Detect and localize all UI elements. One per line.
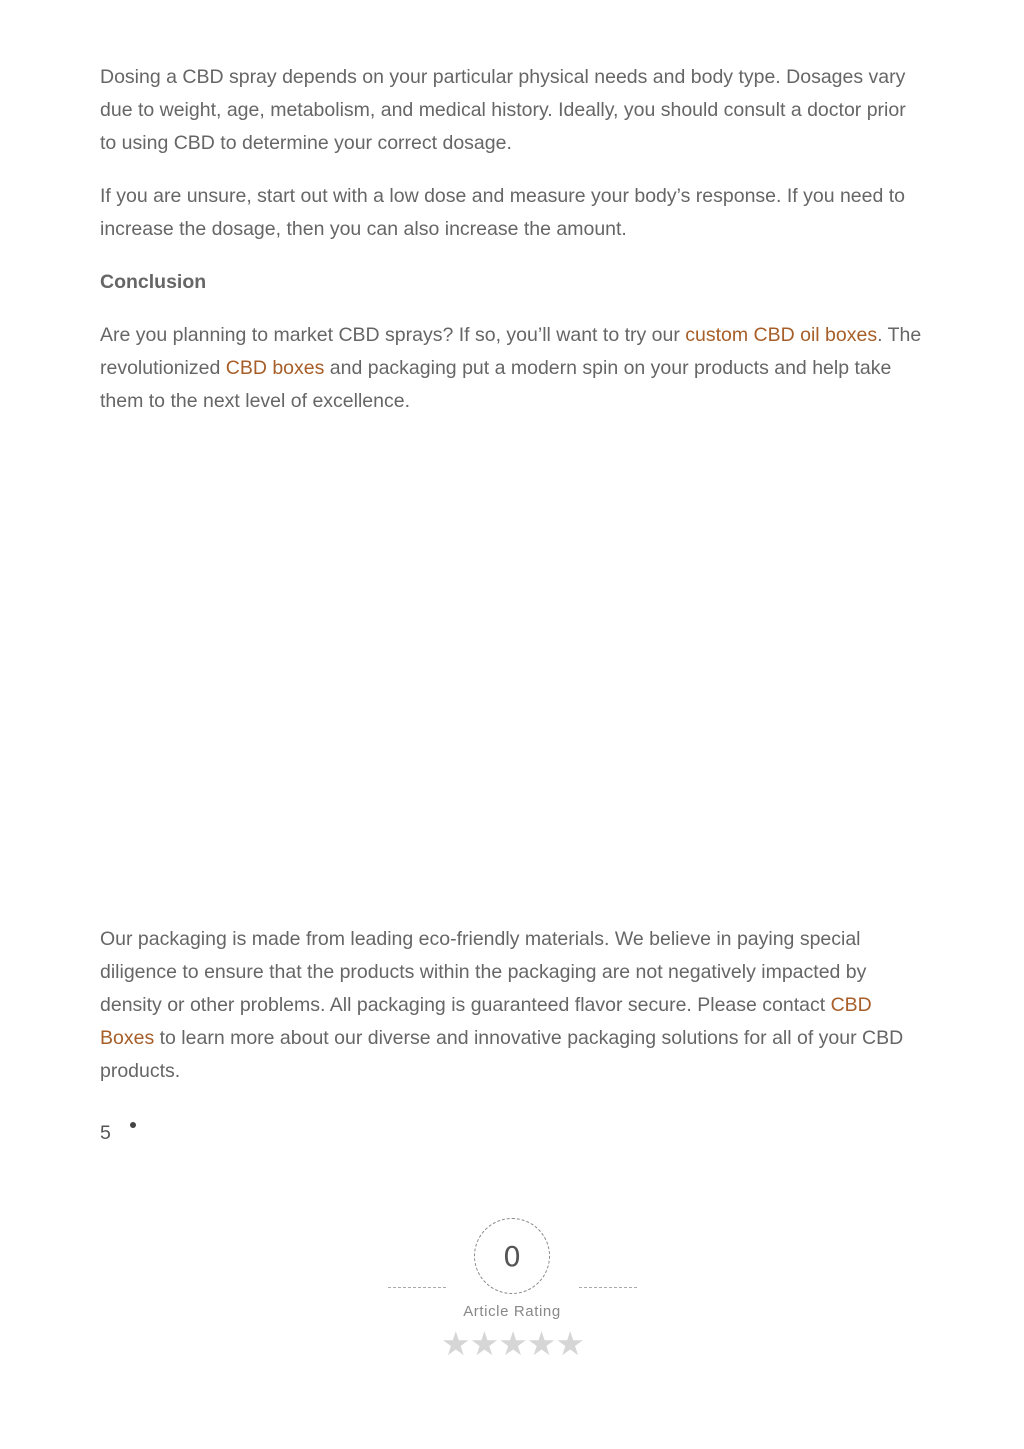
article-body-bottom [100,923,924,1088]
article-body-top [100,61,924,418]
section-heading-conclusion: Conclusion [100,271,207,293]
text-segment: Are you planning to market CBD sprays? If so, you’ll want to try our [100,324,686,346]
paragraph-packaging [100,923,924,1088]
rating-label: Article Rating [463,1303,561,1320]
article-rating-widget [384,1218,640,1368]
text-segment: and packaging put a modern spin on your products and help take them to the next level of excellence. [100,357,892,412]
star-icon[interactable]: ★ [555,1324,585,1363]
divider-left [388,1287,446,1288]
text-segment: to learn more about our diverse and innovative packaging solutions for all of your CBD products. [100,1027,904,1082]
star-icon[interactable]: ★ [441,1324,471,1363]
divider-right [579,1287,637,1288]
rating-value: 0 [503,1239,521,1273]
text-segment: Our packaging is made from leading eco-friendly materials. We believe in paying special diligence to ensure that the products within the packaging are not negatively impacted by density or other problems. All packaging is guaranteed flavor secure. Please contact [100,928,867,1016]
text-segment: . The revolutionized [100,324,922,379]
paragraph-unsure: If you are unsure, start out with a low dose and measure your body’s response. If you need to increase the dosage, then you can also increase the amount. [100,185,906,240]
rating-value-circle [474,1218,550,1294]
link-custom-cbd-oil-boxes[interactable]: custom CBD oil boxes [685,324,878,346]
star-rating-input[interactable] [440,1326,586,1362]
bullet-dot-icon [130,1122,136,1128]
link-cbd-boxes-contact[interactable]: CBD Boxes [100,994,872,1049]
paragraph-dosing: Dosing a CBD spray depends on your particular physical needs and body type. Dosages vary due to weight, age, metabolism, and medical history. Ideally, you should consult a doctor prior to using CBD to determine your correct dosage. [100,66,906,154]
footer-count: 5 [100,1122,111,1144]
paragraph-market [100,319,924,418]
star-icon[interactable]: ★ [469,1324,500,1363]
link-cbd-boxes[interactable]: CBD boxes [225,357,325,379]
star-icon[interactable]: ★ [526,1324,557,1363]
star-icon[interactable]: ★ [498,1324,528,1363]
